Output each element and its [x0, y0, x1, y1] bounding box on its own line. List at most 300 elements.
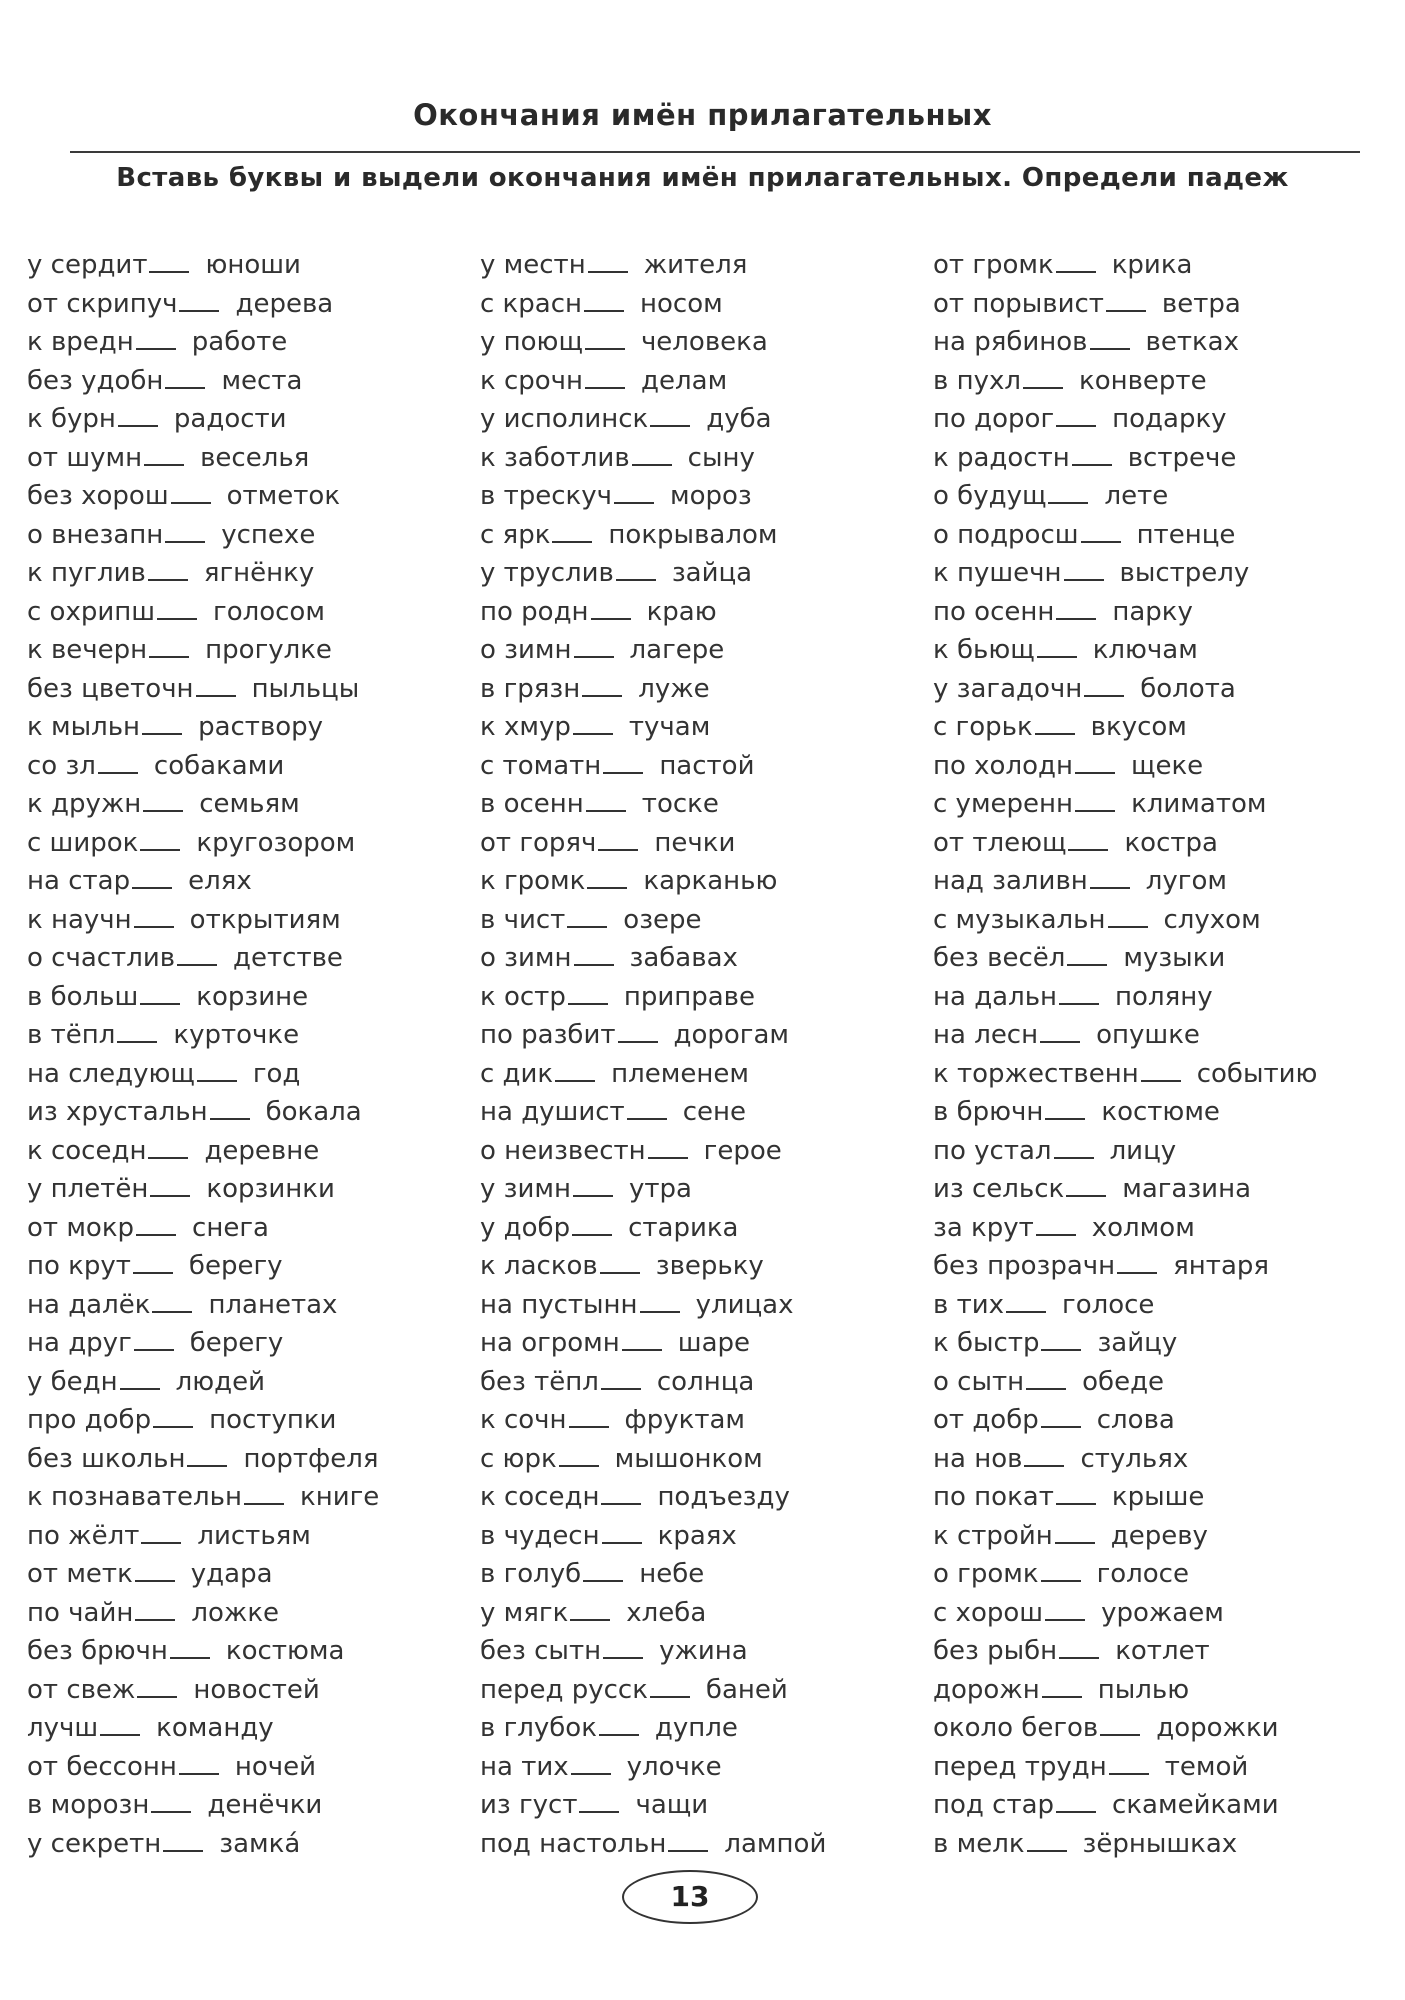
ending-blank[interactable] — [574, 942, 614, 966]
ending-blank[interactable] — [187, 1443, 227, 1467]
exercise-item — [480, 862, 920, 901]
ending-blank[interactable] — [668, 1828, 708, 1852]
noun-word: елях — [188, 866, 252, 896]
adjective-stem: к соседн — [480, 1482, 600, 1512]
ending-blank[interactable] — [1006, 1289, 1046, 1313]
ending-blank[interactable] — [98, 750, 138, 774]
adjective-stem: к стройн — [933, 1520, 1053, 1551]
exercise-item — [933, 516, 1373, 555]
ending-blank[interactable] — [136, 326, 176, 350]
noun-word: год — [252, 1058, 301, 1089]
ending-blank[interactable] — [148, 1135, 188, 1159]
adjective-stem: в тёпл — [27, 1020, 116, 1050]
ending-blank[interactable] — [1023, 365, 1063, 389]
ending-blank[interactable] — [622, 1327, 662, 1351]
noun-word: корзине — [196, 981, 309, 1012]
noun-word: лугом — [1145, 866, 1227, 896]
noun-word: обеде — [1082, 1366, 1165, 1397]
exercise-item — [480, 246, 920, 285]
ending-blank[interactable] — [1066, 1173, 1106, 1197]
ending-blank[interactable] — [120, 1366, 160, 1390]
exercise-item — [27, 978, 467, 1017]
adjective-stem: к пушечн — [933, 558, 1062, 588]
adjective-stem: у плетён — [27, 1174, 149, 1204]
adjective-stem: по покат — [933, 1482, 1054, 1512]
ending-blank[interactable] — [1056, 249, 1096, 273]
ending-blank[interactable] — [599, 1712, 639, 1736]
ending-blank[interactable] — [163, 1828, 203, 1852]
adjective-stem: по осенн — [933, 596, 1055, 627]
ending-blank[interactable] — [149, 634, 189, 658]
ending-blank[interactable] — [618, 1019, 658, 1043]
noun-word: крика — [1111, 250, 1193, 280]
ending-blank[interactable] — [135, 1597, 175, 1621]
exercise-item — [27, 901, 467, 940]
exercise-item — [27, 1632, 467, 1671]
adjective-stem: по родн — [480, 596, 589, 627]
adjective-stem: к хмур — [480, 712, 571, 742]
exercise-item — [27, 1055, 467, 1094]
noun-word: тоске — [641, 789, 719, 819]
adjective-stem: у загадочн — [933, 673, 1083, 704]
adjective-stem: под настольн — [480, 1828, 667, 1859]
noun-word: открытиям — [189, 904, 341, 935]
noun-word: костра — [1124, 827, 1218, 858]
adjective-stem: в больш — [27, 981, 139, 1012]
ending-blank[interactable] — [584, 288, 624, 312]
exercise-item — [933, 1286, 1373, 1325]
ending-blank[interactable] — [586, 788, 626, 812]
ending-blank[interactable] — [616, 557, 656, 581]
ending-blank[interactable] — [1045, 1096, 1085, 1120]
adjective-stem: в морозн — [27, 1790, 150, 1820]
ending-blank[interactable] — [588, 249, 628, 273]
ending-blank[interactable] — [1108, 904, 1148, 928]
noun-word: ветках — [1145, 327, 1240, 357]
ending-blank[interactable] — [601, 1366, 641, 1390]
ending-blank[interactable] — [555, 1058, 595, 1082]
ending-blank[interactable] — [585, 365, 625, 389]
adjective-stem: у мягк — [480, 1597, 569, 1628]
exercise-item — [480, 439, 920, 478]
ending-blank[interactable] — [1106, 288, 1146, 312]
noun-word: костюма — [225, 1636, 345, 1666]
exercise-item — [480, 477, 920, 516]
noun-word: книге — [299, 1482, 380, 1512]
exercise-item — [480, 978, 920, 1017]
noun-word: лагере — [629, 635, 725, 665]
adjective-stem: к дружн — [27, 789, 142, 819]
ending-blank[interactable] — [1037, 634, 1077, 658]
exercise-item — [27, 1825, 467, 1864]
noun-word: баней — [705, 1674, 788, 1705]
ending-blank[interactable] — [632, 442, 672, 466]
ending-blank[interactable] — [140, 981, 180, 1005]
ending-blank[interactable] — [1048, 480, 1088, 504]
ending-blank[interactable] — [1059, 1635, 1099, 1659]
ending-blank[interactable] — [582, 673, 622, 697]
ending-blank[interactable] — [1064, 557, 1104, 581]
adjective-stem: от громк — [933, 250, 1054, 280]
noun-word: сене — [682, 1097, 746, 1127]
exercise-item — [933, 1401, 1373, 1440]
ending-blank[interactable] — [149, 249, 189, 273]
ending-blank[interactable] — [1041, 1558, 1081, 1582]
exercise-item — [933, 901, 1373, 940]
ending-blank[interactable] — [1117, 1250, 1157, 1274]
ending-blank[interactable] — [1042, 1674, 1082, 1698]
adjective-stem: в осенн — [480, 789, 584, 819]
exercise-item — [480, 1440, 920, 1479]
adjective-stem: с умеренн — [933, 789, 1074, 819]
ending-blank[interactable] — [134, 1327, 174, 1351]
exercise-item — [480, 1324, 920, 1363]
exercise-item — [27, 323, 467, 362]
ending-blank[interactable] — [171, 480, 211, 504]
adjective-stem: на далёк — [27, 1289, 151, 1320]
noun-word: бокала — [265, 1097, 362, 1127]
noun-word: болота — [1140, 673, 1236, 704]
adjective-stem: у поющ — [480, 327, 583, 357]
adjective-stem: перед трудн — [933, 1751, 1107, 1782]
exercise-item — [933, 1440, 1373, 1479]
adjective-stem: на тих — [480, 1751, 569, 1782]
ending-blank[interactable] — [1054, 1135, 1094, 1159]
exercise-item — [933, 1132, 1373, 1171]
ending-blank[interactable] — [165, 519, 205, 543]
ending-blank[interactable] — [650, 1674, 690, 1698]
ending-blank[interactable] — [177, 942, 217, 966]
adjective-stem: с широк — [27, 827, 139, 858]
ending-blank[interactable] — [179, 1751, 219, 1775]
exercise-item — [27, 362, 467, 401]
ending-blank[interactable] — [118, 403, 158, 427]
noun-word: удара — [190, 1559, 273, 1589]
exercise-item — [27, 747, 467, 786]
ending-blank[interactable] — [179, 288, 219, 312]
ending-blank[interactable] — [1141, 1058, 1181, 1082]
ending-blank[interactable] — [153, 1404, 193, 1428]
ending-blank[interactable] — [571, 1751, 611, 1775]
adjective-stem: на следующ — [27, 1058, 195, 1089]
noun-word: вкусом — [1090, 712, 1187, 742]
noun-word: улочке — [626, 1751, 722, 1782]
ending-blank[interactable] — [136, 1212, 176, 1236]
exercise-item — [480, 1132, 920, 1171]
ending-blank[interactable] — [150, 1173, 190, 1197]
adjective-stem: к пуглив — [27, 558, 146, 588]
exercise-item — [480, 1478, 920, 1517]
noun-word: дереву — [1110, 1520, 1208, 1551]
adjective-stem: по разбит — [480, 1020, 616, 1050]
adjective-stem: в грязн — [480, 673, 581, 704]
exercise-item — [480, 670, 920, 709]
adjective-stem: из хрустальн — [27, 1097, 208, 1127]
ending-blank[interactable] — [244, 1481, 284, 1505]
ending-blank[interactable] — [100, 1712, 140, 1736]
exercise-item — [27, 1478, 467, 1517]
ending-blank[interactable] — [567, 904, 607, 928]
adjective-stem: от скрипуч — [27, 288, 178, 319]
instruction-text: Вставь буквы и выдели окончания имён прилагательных. Определи падеж — [116, 163, 1289, 193]
adjective-stem: на душист — [480, 1097, 625, 1127]
noun-word: зёрнышках — [1082, 1828, 1238, 1859]
noun-word: тучам — [628, 712, 711, 742]
ending-blank[interactable] — [1056, 596, 1096, 620]
exercise-item — [480, 1286, 920, 1325]
adjective-stem: к громк — [480, 866, 586, 896]
exercise-item — [27, 670, 467, 709]
ending-blank[interactable] — [1059, 981, 1099, 1005]
ending-blank[interactable] — [1067, 942, 1107, 966]
exercise-item — [933, 939, 1373, 978]
adjective-stem: у труслив — [480, 558, 614, 588]
ending-blank[interactable] — [603, 750, 643, 774]
ending-blank[interactable] — [572, 1212, 612, 1236]
ending-blank[interactable] — [196, 673, 236, 697]
ending-blank[interactable] — [552, 519, 592, 543]
adjective-stem: с красн — [480, 288, 582, 319]
adjective-stem: у бедн — [27, 1366, 118, 1397]
noun-word: раствору — [198, 712, 324, 742]
exercise-item — [480, 323, 920, 362]
ending-blank[interactable] — [1027, 1828, 1067, 1852]
noun-word: озере — [623, 904, 702, 935]
adjective-stem: без тёпл — [480, 1366, 599, 1397]
ending-blank[interactable] — [143, 788, 183, 812]
ending-blank[interactable] — [1100, 1712, 1140, 1736]
exercise-item — [933, 1055, 1373, 1094]
exercise-item — [480, 747, 920, 786]
adjective-stem: на нов — [933, 1443, 1023, 1474]
ending-blank[interactable] — [170, 1635, 210, 1659]
ending-blank[interactable] — [141, 1520, 181, 1544]
ending-blank[interactable] — [614, 480, 654, 504]
ending-blank[interactable] — [137, 1674, 177, 1698]
ending-blank[interactable] — [1045, 1597, 1085, 1621]
exercise-item — [933, 1324, 1373, 1363]
ending-blank[interactable] — [197, 1058, 237, 1082]
ending-blank[interactable] — [574, 634, 614, 658]
noun-word: веселья — [200, 442, 310, 473]
adjective-stem: о подросш — [933, 519, 1079, 550]
noun-word: семьям — [199, 789, 300, 819]
adjective-stem: у местн — [480, 250, 586, 280]
exercise-item — [480, 1517, 920, 1556]
exercise-item — [27, 439, 467, 478]
ending-blank[interactable] — [151, 1789, 191, 1813]
ending-blank[interactable] — [579, 1789, 619, 1813]
ending-blank[interactable] — [152, 1289, 192, 1313]
adjective-stem: за крут — [933, 1212, 1034, 1243]
ending-blank[interactable] — [157, 596, 197, 620]
noun-word: мышонком — [614, 1443, 763, 1474]
ending-blank[interactable] — [570, 1597, 610, 1621]
ending-blank[interactable] — [587, 865, 627, 889]
ending-blank[interactable] — [1090, 326, 1130, 350]
ending-blank[interactable] — [132, 865, 172, 889]
ending-blank[interactable] — [1041, 1327, 1081, 1351]
adjective-stem: по дорог — [933, 404, 1055, 434]
exercise-item — [27, 1440, 467, 1479]
ending-blank[interactable] — [165, 365, 205, 389]
noun-word: пыльцы — [251, 673, 360, 704]
adjective-stem: от бессонн — [27, 1751, 177, 1782]
ending-blank[interactable] — [573, 711, 613, 735]
ending-blank[interactable] — [568, 981, 608, 1005]
ending-blank[interactable] — [600, 1250, 640, 1274]
exercise-item — [933, 1748, 1373, 1787]
exercise-item — [480, 1786, 920, 1825]
exercise-item — [933, 978, 1373, 1017]
exercise-item — [480, 593, 920, 632]
adjective-stem: с юрк — [480, 1443, 557, 1474]
ending-blank[interactable] — [601, 1481, 641, 1505]
noun-word: зверьку — [655, 1251, 764, 1281]
noun-word: пылью — [1097, 1674, 1190, 1705]
adjective-stem: без рыбн — [933, 1636, 1058, 1666]
noun-word: работе — [191, 327, 288, 357]
exercise-item — [480, 362, 920, 401]
exercise-item — [933, 1825, 1373, 1864]
ending-blank[interactable] — [573, 1173, 613, 1197]
adjective-stem: к радостн — [933, 442, 1070, 473]
exercise-item — [27, 1286, 467, 1325]
noun-word: ветра — [1161, 288, 1241, 319]
adjective-stem: по жёлт — [27, 1520, 140, 1551]
adjective-stem: от свеж — [27, 1674, 136, 1705]
noun-word: выстрелу — [1119, 558, 1250, 588]
ending-blank[interactable] — [583, 1558, 623, 1582]
exercise-item — [933, 708, 1373, 747]
noun-word: дуба — [706, 404, 772, 434]
ending-blank[interactable] — [1056, 1481, 1096, 1505]
ending-blank[interactable] — [569, 1404, 609, 1428]
exercise-item — [480, 939, 920, 978]
ending-blank[interactable] — [1081, 519, 1121, 543]
ending-blank[interactable] — [1040, 1019, 1080, 1043]
noun-word: костюме — [1101, 1097, 1220, 1127]
exercise-item — [933, 1247, 1373, 1286]
adjective-stem: от мокр — [27, 1212, 135, 1243]
ending-blank[interactable] — [1068, 827, 1108, 851]
noun-word: янтаря — [1173, 1251, 1270, 1281]
noun-word: делам — [641, 365, 728, 396]
noun-word: поступки — [209, 1405, 337, 1435]
ending-blank[interactable] — [559, 1443, 599, 1467]
noun-word: зайцу — [1097, 1328, 1178, 1358]
ending-blank[interactable] — [1041, 1404, 1081, 1428]
ending-blank[interactable] — [585, 326, 625, 350]
ending-blank[interactable] — [1055, 1520, 1095, 1544]
ending-blank[interactable] — [598, 827, 638, 851]
exercise-item — [27, 554, 467, 593]
ending-blank[interactable] — [650, 403, 690, 427]
ending-blank[interactable] — [210, 1096, 250, 1120]
adjective-stem: на дальн — [933, 981, 1058, 1012]
adjective-stem: в тих — [933, 1289, 1005, 1320]
noun-word: племенем — [611, 1058, 749, 1089]
noun-word: команду — [156, 1713, 274, 1743]
noun-word: встрече — [1127, 442, 1237, 473]
adjective-stem: без весёл — [933, 943, 1066, 973]
exercise-item — [27, 246, 467, 285]
exercise-item — [480, 1401, 920, 1440]
adjective-stem: в голуб — [480, 1559, 582, 1589]
ending-blank[interactable] — [1035, 711, 1075, 735]
ending-blank[interactable] — [135, 1558, 175, 1582]
exercise-item — [933, 1555, 1373, 1594]
ending-blank[interactable] — [134, 904, 174, 928]
adjective-stem: к бурн — [27, 404, 116, 434]
noun-word: холмом — [1091, 1212, 1195, 1243]
noun-word: зайца — [671, 558, 753, 588]
ending-blank[interactable] — [144, 442, 184, 466]
noun-word: ягнёнку — [203, 558, 315, 588]
adjective-stem: о неизвестн — [480, 1135, 646, 1166]
adjective-stem: на друг — [27, 1328, 132, 1358]
ending-blank[interactable] — [591, 596, 631, 620]
ending-blank[interactable] — [117, 1019, 157, 1043]
exercise-item — [27, 785, 467, 824]
noun-word: жителя — [643, 250, 748, 280]
noun-word: щеке — [1130, 750, 1204, 781]
ending-blank[interactable] — [1072, 442, 1112, 466]
ending-blank[interactable] — [1026, 1366, 1066, 1390]
exercise-item — [27, 824, 467, 863]
exercise-item — [933, 400, 1373, 439]
exercise-item — [933, 1594, 1373, 1633]
ending-blank[interactable] — [1084, 673, 1124, 697]
exercise-item — [933, 285, 1373, 324]
noun-word: карканью — [643, 866, 778, 896]
ending-blank[interactable] — [142, 711, 182, 735]
ending-blank[interactable] — [1090, 865, 1130, 889]
exercise-item — [480, 1209, 920, 1248]
ending-blank[interactable] — [1024, 1443, 1064, 1467]
exercise-item — [933, 670, 1373, 709]
ending-blank[interactable] — [603, 1635, 643, 1659]
ending-blank[interactable] — [648, 1135, 688, 1159]
noun-word: конверте — [1078, 365, 1207, 396]
exercise-item — [27, 631, 467, 670]
exercise-item — [27, 862, 467, 901]
ending-blank[interactable] — [133, 1250, 173, 1274]
ending-blank[interactable] — [640, 1289, 680, 1313]
noun-word: снега — [192, 1212, 269, 1243]
ending-blank[interactable] — [602, 1520, 642, 1544]
ending-blank[interactable] — [1036, 1212, 1076, 1236]
exercise-item — [933, 631, 1373, 670]
ending-blank[interactable] — [627, 1096, 667, 1120]
noun-word: деревне — [204, 1135, 320, 1166]
adjective-stem: с горьк — [933, 712, 1033, 742]
ending-blank[interactable] — [1075, 788, 1115, 812]
adjective-stem: перед русск — [480, 1674, 648, 1705]
ending-blank[interactable] — [1056, 1789, 1096, 1813]
noun-word: дорогам — [673, 1020, 790, 1050]
noun-word: скамейками — [1112, 1790, 1279, 1820]
ending-blank[interactable] — [1056, 403, 1096, 427]
exercise-item — [480, 400, 920, 439]
ending-blank[interactable] — [1075, 750, 1115, 774]
exercise-item — [933, 862, 1373, 901]
ending-blank[interactable] — [140, 827, 180, 851]
ending-blank[interactable] — [1109, 1751, 1149, 1775]
noun-word: печки — [654, 827, 736, 858]
ending-blank[interactable] — [148, 557, 188, 581]
adjective-stem: в брючн — [933, 1097, 1044, 1127]
